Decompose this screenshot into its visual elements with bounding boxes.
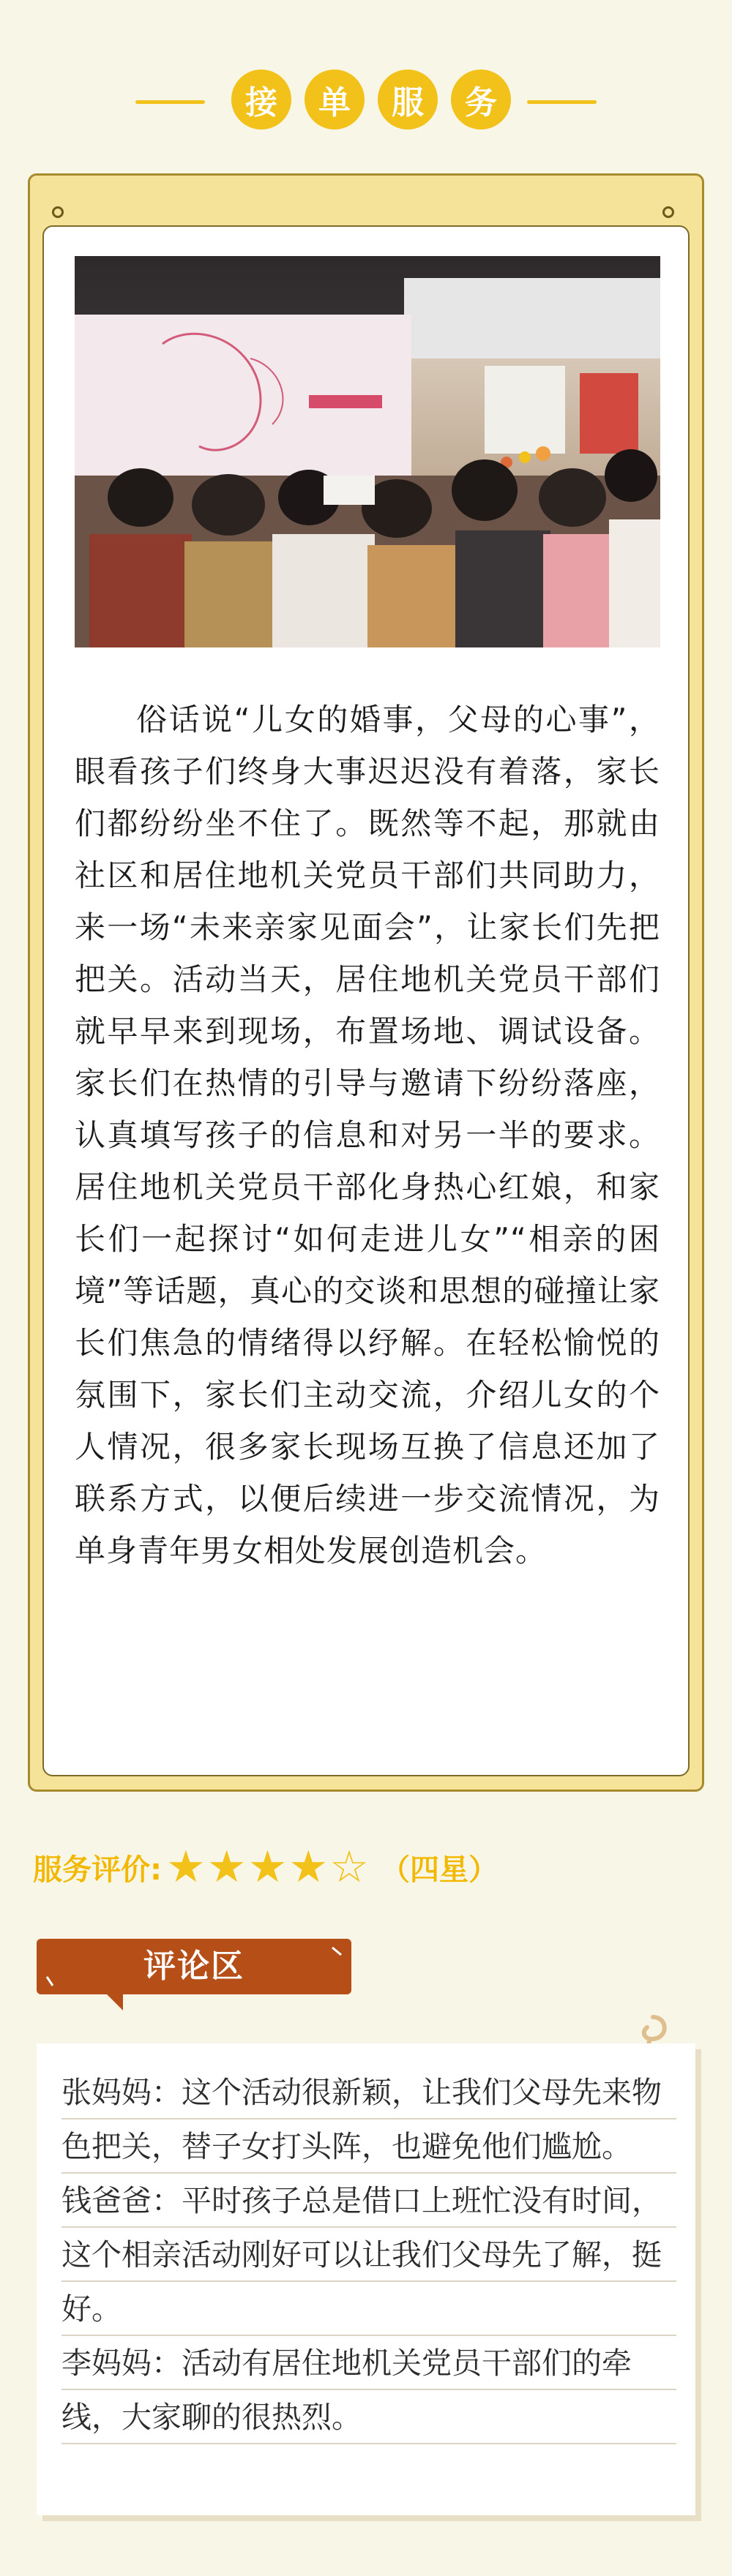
header-char: 接 xyxy=(231,70,291,129)
tab-corner-mark-icon xyxy=(328,1945,346,1962)
comment-item: 李妈妈：活动有居住地机关党员干部们的牵线，大家聊的很热烈。 xyxy=(61,2336,676,2444)
rating-label: 服务评价: xyxy=(33,1852,162,1887)
corner-dot xyxy=(52,206,64,218)
comment-list xyxy=(61,2065,676,2444)
corner-dot xyxy=(662,206,674,218)
header-char: 服 xyxy=(378,70,438,129)
rating-level: （四星） xyxy=(380,1852,498,1887)
tab-corner-mark-icon xyxy=(44,1974,61,1991)
event-photo xyxy=(75,256,660,647)
star-rating-icon: ★★★★☆ xyxy=(166,1841,370,1893)
header-char: 单 xyxy=(305,70,365,129)
service-rating xyxy=(33,1841,498,1893)
event-photo-image xyxy=(75,256,660,647)
comments-tab xyxy=(37,1939,351,1994)
header-right-line xyxy=(527,100,597,104)
article-text: 俗话说“儿女的婚事，父母的心事”，眼看孩子们终身大事迟迟没有着落，家长们都纷纷坐不住了。既然等不起，那就由社区和居住地机关党员干部们共同助力，来一场“未来亲家见面会”，让家长们先把把关。活动当天，居住地机关党员干部们就早早来到现场，布置场地、调试设备。家长们在热情的引导与邀请下纷纷落座，认真填写孩子的信息和对另一半的要求。居住地机关党员干部化身热心红娘，和家长们一起探讨“如何走进儿女”“相亲的困境”等话题，真心的交谈和思想的碰撞让家长们焦急的情绪得以纾解。在轻松愉悦的氛围下，家长们主动交流，介绍儿女的个人情况，很多家长现场互换了信息还加了联系方式，以便后续进一步交流情况，为单身青年男女相处发展创造机会。 xyxy=(75,702,660,1569)
comment-item: 张妈妈：这个活动很新颖，让我们父母先来物色把关，替子女打头阵，也避免他们尴尬。 xyxy=(61,2065,676,2174)
tab-notch xyxy=(107,1994,123,2010)
comments-title: 评论区 xyxy=(143,1948,244,1985)
header-left-line xyxy=(135,100,205,104)
comment-item: 钱爸爸：平时孩子总是借口上班忙没有时间，这个相亲活动刚好可以让我们父母先了解，挺好。 xyxy=(61,2174,676,2336)
comments-box xyxy=(37,2043,695,2515)
header-title xyxy=(231,70,511,129)
section-header xyxy=(0,70,732,132)
header-char: 务 xyxy=(451,70,511,129)
